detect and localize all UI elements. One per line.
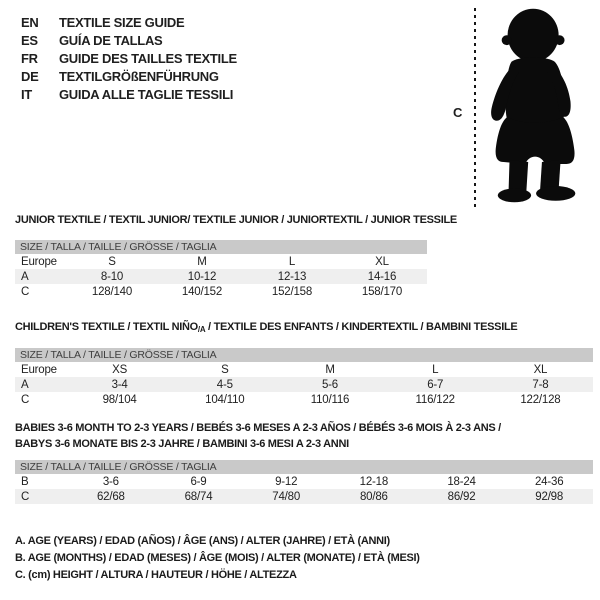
title-text: BABIES 3-6 MONTH TO 2-3 YEARS / BEBÉS 3-6 MESES A 2-3 AÑOS / BÉBÉS 3-6 MOIS À 2-3 ANS / [15,422,501,434]
language-row-fr [21,49,237,67]
section-children [15,319,593,407]
table-cell: 86/92 [447,490,476,503]
section-babies [15,420,593,504]
table-cell: 140/152 [181,285,223,298]
toddler-silhouette-shape [491,9,575,202]
toddler-silhouette-image [484,6,594,206]
row-label: B [21,475,29,488]
table-cell: 12-13 [277,270,307,283]
title-text: CHILDREN'S TEXTILE / TEXTIL NIÑO [15,321,198,333]
table-cell: 116/122 [415,393,455,406]
row-label: C [21,490,30,503]
footnote-a: A. AGE (YEARS) / EDAD (AÑOS) / ÂGE (ANS) / ALTER (JAHRE) / ETÀ (ANNI) [15,535,390,547]
row-label: C [21,285,30,298]
height-measure-dotted-line [474,8,476,208]
table-cell: 152/158 [271,285,313,298]
size-bar-header: SIZE / TALLA / TAILLE / GRÖSSE / TAGLIA [15,348,593,362]
table-cell: 18-24 [447,475,476,488]
table-row-c [15,284,427,299]
size-table-children [15,348,593,407]
table-cell: 74/80 [272,490,301,503]
section-title-line [15,436,593,452]
section-title-line [15,319,593,338]
table-row-a [15,269,427,284]
table-cell: S [108,255,116,268]
guide-title-it: GUIDA ALLE TAGLIE TESSILI [59,86,234,102]
title-text: /A [197,325,206,334]
table-cell: 68/74 [184,490,213,503]
table-cell: 92/98 [535,490,564,503]
table-cell: XS [112,363,128,376]
table-cell: 122/128 [520,393,561,406]
table-row-c [15,489,593,504]
table-cell: 3-6 [102,475,119,488]
footnotes [15,533,420,584]
row-label: A [21,378,29,391]
table-cell: 7-8 [532,378,549,391]
table-cell: 12-18 [359,475,389,488]
language-code: FR [21,50,38,66]
table-cell: 80/86 [359,490,388,503]
table-cell: 8-10 [100,270,124,283]
language-row-en [21,13,237,31]
table-cell: 6-9 [190,475,207,488]
table-row-c [15,392,593,407]
language-code: ES [21,32,38,48]
table-cell: 128/140 [91,285,133,298]
height-measure-label: C [453,105,463,120]
table-cell: 4-5 [216,378,233,391]
footnote-b: B. AGE (MONTHS) / EDAD (MESES) / ÂGE (MOIS) / ALTER (MONATE) / ETÀ (MESI) [15,552,420,564]
footnote-c: C. (cm) HEIGHT / ALTURA / HAUTEUR / HÖHE / ALTEZZA [15,569,297,581]
guide-title-fr: GUIDE DES TAILLES TEXTILE [59,50,237,66]
table-cell: XL [375,255,389,268]
row-label: Europe [21,255,57,268]
table-cell: 9-12 [275,475,298,488]
language-code: IT [21,86,32,102]
row-label: A [21,270,29,283]
guide-title-es: GUÍA DE TALLAS [59,32,163,48]
section-title-line [15,212,457,228]
language-row-de [21,67,237,85]
table-cell: 14-16 [367,270,397,283]
table-cell: M [325,363,335,376]
guide-title-de: TEXTILGRÖßENFÜHRUNG [59,68,219,84]
table-row-europe [15,362,593,377]
table-cell: 24-36 [534,475,564,488]
table-row-b [15,474,593,489]
table-row-europe [15,254,427,269]
section-title-junior [15,212,457,228]
table-cell: S [221,363,229,376]
size-table-junior [15,240,427,299]
language-row-it [21,85,237,103]
table-cell: 3-4 [111,378,128,391]
language-code: DE [21,68,39,84]
row-label: Europe [21,363,57,376]
title-text: BABYS 3-6 MONATE BIS 2-3 JAHRE / BAMBINI 3-6 MESI A 2-3 ANNI [15,438,349,450]
table-cell: L [432,363,439,376]
size-bar-header: SIZE / TALLA / TAILLE / GRÖSSE / TAGLIA [15,240,427,254]
table-cell: L [288,255,296,268]
size-bar-header: SIZE / TALLA / TAILLE / GRÖSSE / TAGLIA [15,460,593,474]
section-title-line [15,420,593,436]
table-cell: 158/170 [361,285,403,298]
table-cell: M [197,255,207,268]
table-cell: 62/68 [96,490,125,503]
table-cell: XL [533,363,548,376]
section-title-babies [15,420,593,452]
language-list [21,13,237,103]
size-table-babies [15,460,593,504]
row-label: C [21,393,30,406]
table-row-a [15,377,593,392]
title-text: JUNIOR TEXTILE / TEXTIL JUNIOR/ TEXTILE JUNIOR / JUNIORTEXTIL / JUNIOR TESSILE [15,214,457,226]
table-cell: 104/110 [205,393,245,406]
guide-title-en: TEXTILE SIZE GUIDE [59,14,185,30]
language-code: EN [21,14,39,30]
table-cell: 6-7 [427,378,444,391]
table-cell: 10-12 [187,270,217,283]
title-text: / TEXTILE DES ENFANTS / KINDERTEXTIL / BAMBINI TESSILE [205,321,518,333]
table-cell: 110/116 [310,393,350,406]
section-junior [15,212,457,299]
language-row-es [21,31,237,49]
section-title-children [15,319,593,338]
table-cell: 98/104 [102,393,137,406]
table-cell: 5-6 [321,378,339,391]
